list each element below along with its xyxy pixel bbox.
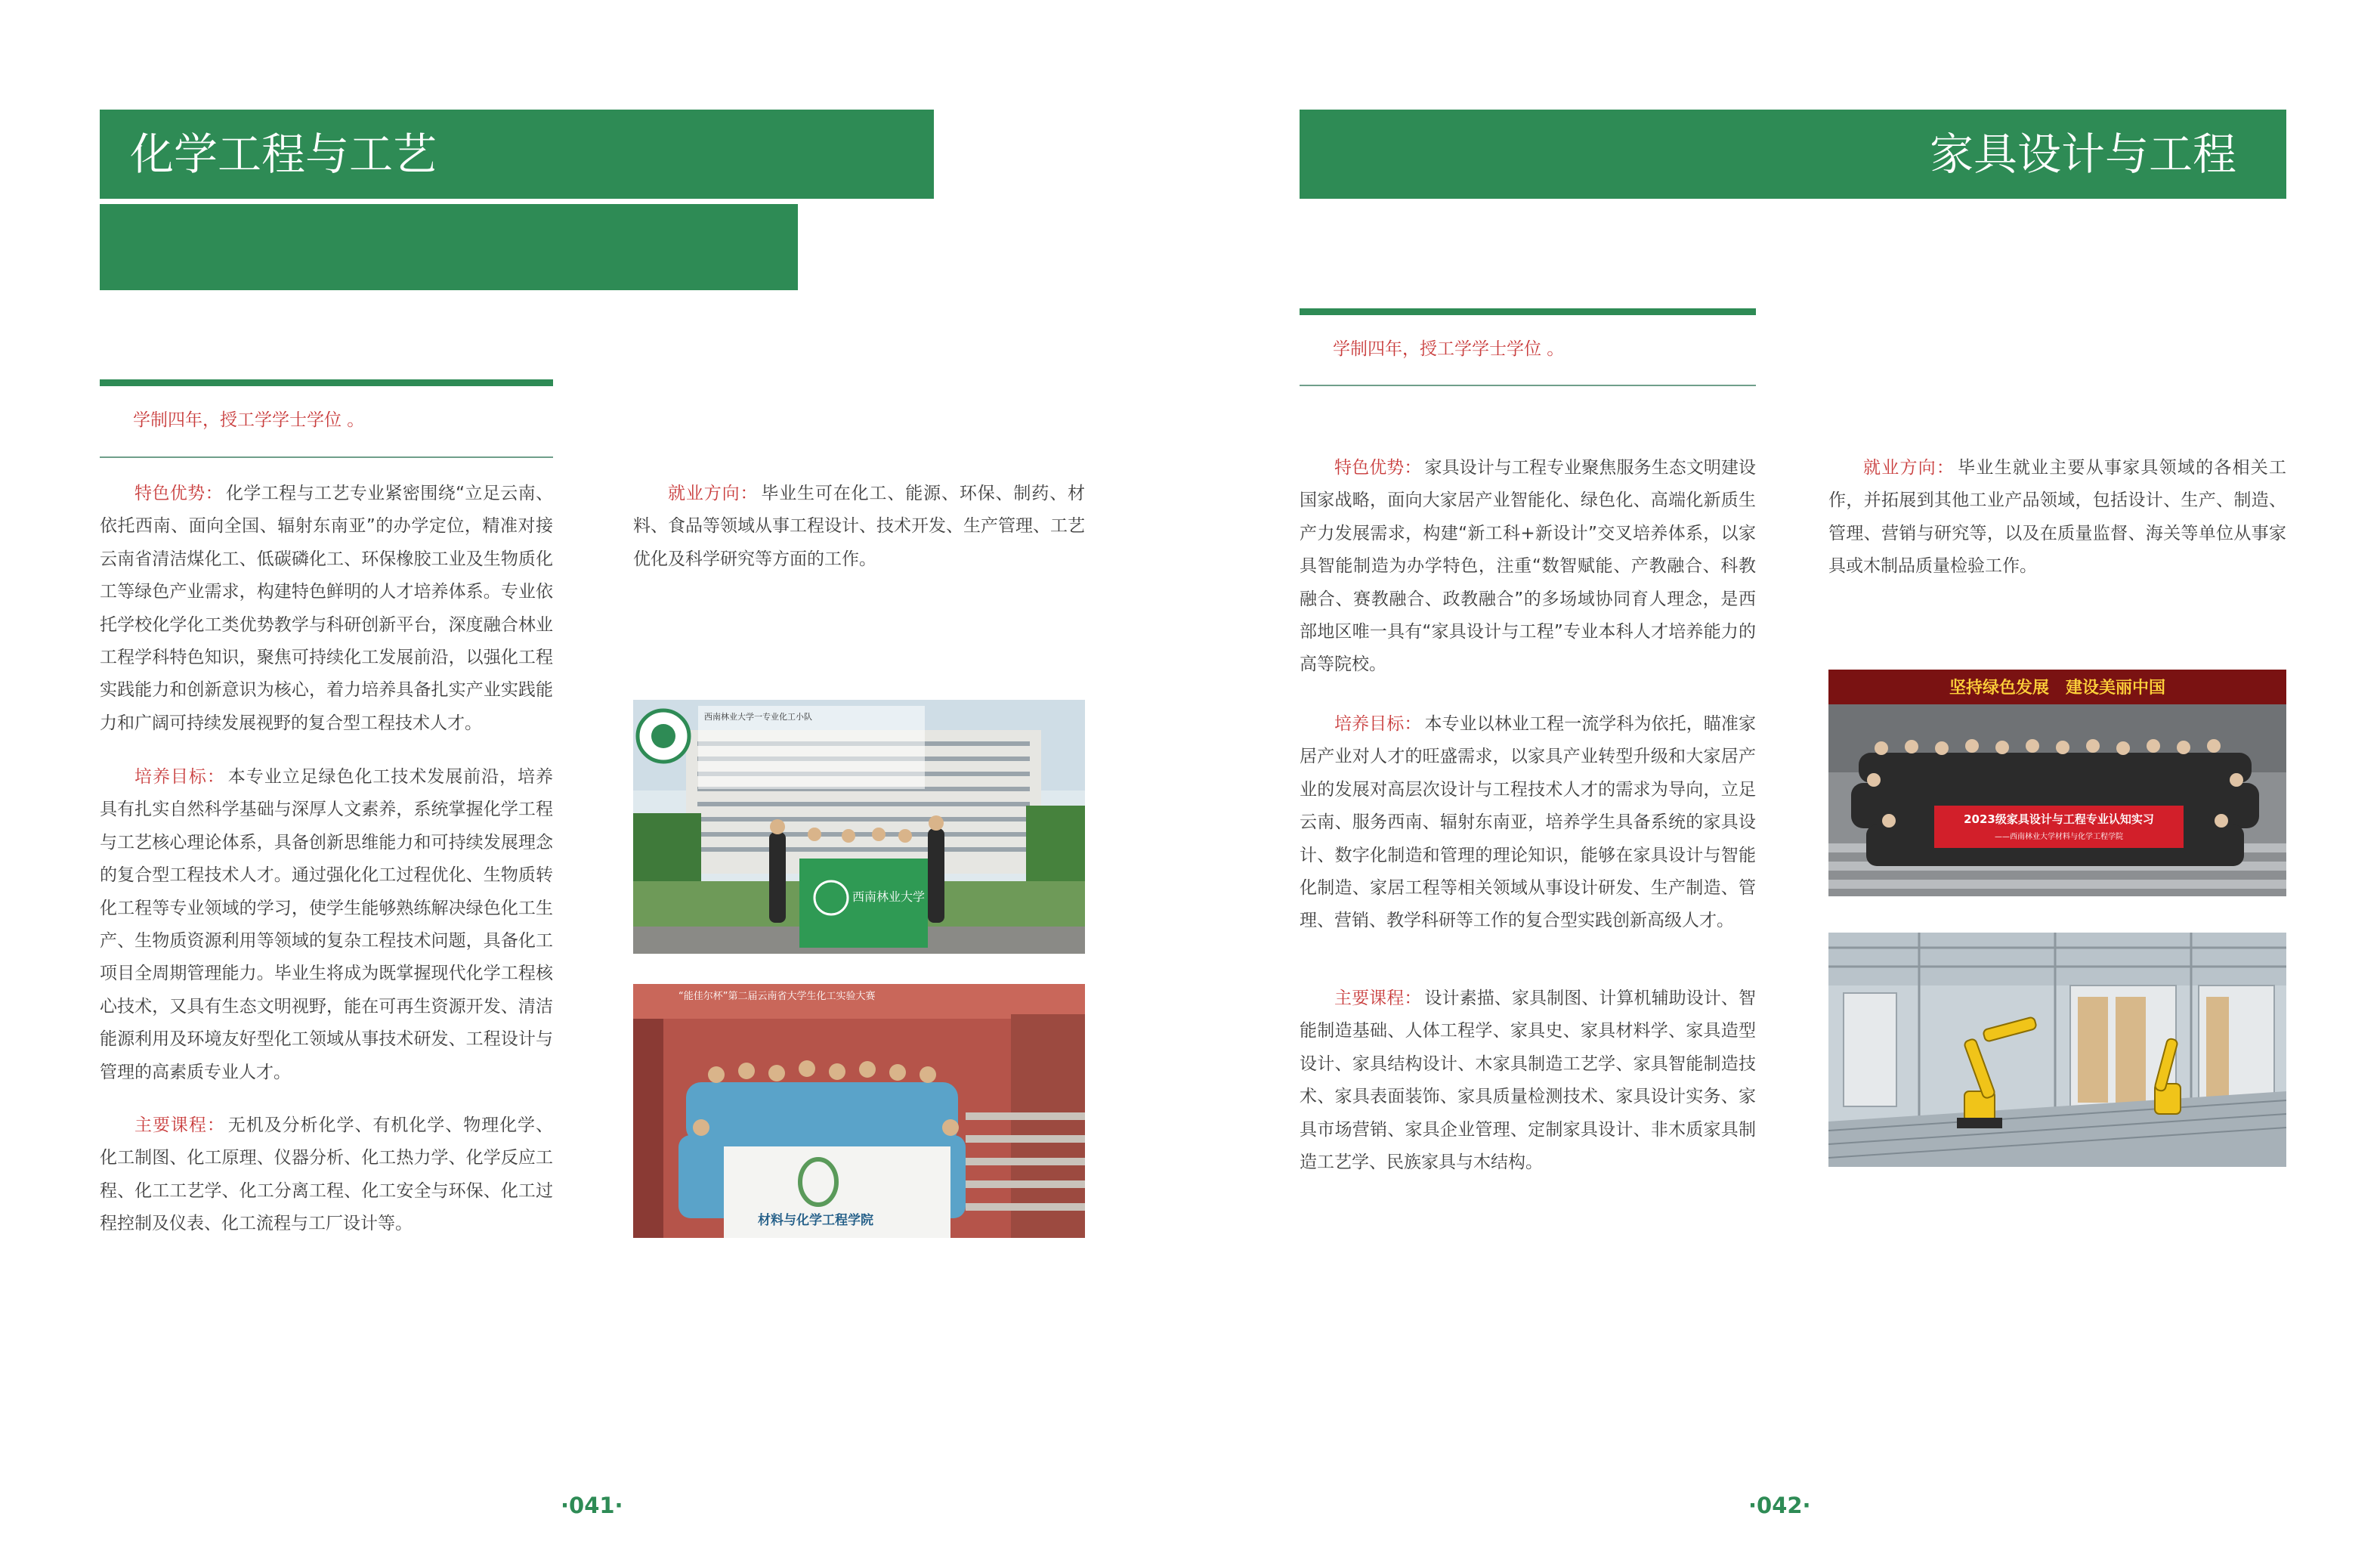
right-goals-text: 本专业以林业工程一流学科为依托，瞄准家居产业对人才的旺盛需求，以家具产业转型升级和大家居产业的发展对高层次设计与工程技术人才的需求为导向，立足云南、服务西南、辐射东南亚，培养学生具备系统的家具设计、数字化制造和管理的理论知识，能够在家具设计与智能化制造、家居工程等相关领域从事设计研发、生产制造、管理、营销、教学科研等工作的复合型实践创新高级人才。 [1300, 714, 1757, 931]
left-degree: 学制四年，授工学学士学位 。 [133, 410, 365, 430]
right-rule-thick [1300, 308, 1756, 315]
right-photo1-banner: 坚持绿色发展 建设美丽中国 [1949, 679, 2166, 698]
left-goals-text: 本专业立足绿色化工技术发展前沿，培养具有扎实自然科学基础与深厚人文素养，系统掌握化学工程与工艺核心理论体系，具备创新思维能力和可持续发展理念的复合型工程技术人才。通过强化化工过程优化、生物质转化工程等专业领域的学习，使学生能够熟练解决绿色化工生产、生物质资源利用等领域的复杂工程技术问题，具备化工项目全周期管理能力。毕业生将成为既掌握现代化学工程核心技术，又具有生态文明视野，能在可再生资源开发、清洁能源利用及环境友好型化工领域从事技术研发、工程设计与管理的高素质专业人才。 [100, 767, 554, 1082]
right-employment-text: 毕业生就业主要从事家具领域的各相关工作，并拓展到其他工业产品领域，包括设计、生产、制造、管理、营销与研究等，以及在质量监督、海关等单位从事家具或木制品质量检验工作。 [1828, 458, 2287, 577]
left-banner-block [100, 204, 798, 290]
left-courses-paragraph [100, 1109, 553, 1241]
left-employment-paragraph [633, 478, 1085, 576]
right-title-banner [1300, 110, 2286, 199]
right-employment-label: 就业方向： [1863, 458, 1955, 478]
left-courses-label: 主要课程： [134, 1115, 225, 1135]
right-courses-paragraph [1300, 982, 1756, 1179]
right-photo1-sign-sub: ——西南林业大学材料与化学工程学院 [1995, 833, 2123, 841]
left-rule-thick [100, 379, 553, 386]
left-goals-label: 培养目标： [134, 767, 225, 787]
svg-text:西南林业大学: 西南林业大学 [852, 890, 926, 904]
right-courses-text: 设计素描、家具制图、计算机辅助设计、智能制造基础、人体工程学、家具史、家具材料学、家具造型设计、家具结构设计、木家具制造工艺学、家具智能制造技术、家具表面装饰、家具质量检测技术、家具设计实务、家具市场营销、家具企业管理、定制家具设计、非木质家具制造工艺学、民族家具与木结构。 [1300, 989, 1757, 1173]
left-photo1-caption: 西南林业大学一专业化工小队 [704, 712, 812, 722]
left-page-number: ·041· [561, 1493, 623, 1518]
left-features-label: 特色优势： [134, 484, 223, 503]
right-photo-internship-group [1828, 670, 2286, 896]
left-photo-campus-group [633, 700, 1085, 954]
left-photo2-flag: 材料与化学工程学院 [758, 1213, 873, 1228]
right-goals-paragraph [1300, 708, 1756, 938]
left-courses-text: 无机及分析化学、有机化学、物理化学、化工制图、化工原理、仪器分析、化工热力学、化学反应工程、化工工艺学、化工分离工程、化工安全与环保、化工过程控制及仪表、化工流程与工厂设计等。 [100, 1115, 554, 1234]
left-page-title: 化学工程与工艺 [130, 128, 437, 180]
right-employment-paragraph [1828, 452, 2286, 583]
left-features-paragraph [100, 478, 553, 740]
right-page-title: 家具设计与工程 [1929, 128, 2236, 180]
right-photo1-sign: 2023级家具设计与工程专业认知实习 [1964, 812, 2154, 826]
right-features-text: 家具设计与工程专业聚焦服务生态文明建设国家战略，面向大家居产业智能化、绿色化、高端化新质生产力发展需求，构建“新工科+新设计”交叉培养体系，以家具智能制造为办学特色，注重“数智赋能、产教融合、科教融合、赛教融合、政教融合”的多场域协同育人理念，是西部地区唯一具有“家具设计与工程”专业本科人才培养能力的高等院校。 [1300, 458, 1757, 675]
right-features-paragraph [1300, 452, 1756, 682]
left-photo2-banner: “能佳尔杯”第二届云南省大学生化工实验大赛 [678, 991, 876, 1002]
right-page-number: ·042· [1748, 1493, 1811, 1518]
right-photo-smart-factory [1828, 933, 2286, 1167]
right-degree: 学制四年，授工学学士学位 。 [1333, 339, 1565, 359]
left-rule-thin [100, 456, 553, 458]
left-photo-competition-group [633, 984, 1085, 1238]
left-features-text: 化学工程与工艺专业紧密围绕“立足云南、依托西南、面向全国、辐射东南亚”的办学定位，精准对接云南省清洁煤化工、低碳磷化工、环保橡胶工业及生物质化工等绿色产业需求，构建特色鲜明的人才培养体系。专业依托学校化学化工类优势教学与科研创新平台，深度融合林业工程学科特色知识，聚焦可持续化工发展前沿，以强化工程实践能力和创新意识为核心，着力培养具备扎实产业实践能力和广阔可持续发展视野的复合型工程技术人才。 [100, 484, 554, 733]
right-goals-label: 培养目标： [1334, 714, 1422, 734]
left-goals-paragraph [100, 761, 553, 1089]
left-title-banner [100, 110, 934, 199]
left-employment-label: 就业方向： [668, 484, 759, 503]
right-courses-label: 主要课程： [1334, 989, 1422, 1008]
right-rule-thin [1300, 385, 1756, 386]
left-employment-text: 毕业生可在化工、能源、环保、制药、材料、食品等领域从事工程设计、技术开发、生产管理、工艺优化及科学研究等方面的工作。 [633, 484, 1086, 569]
right-features-label: 特色优势： [1334, 458, 1422, 478]
